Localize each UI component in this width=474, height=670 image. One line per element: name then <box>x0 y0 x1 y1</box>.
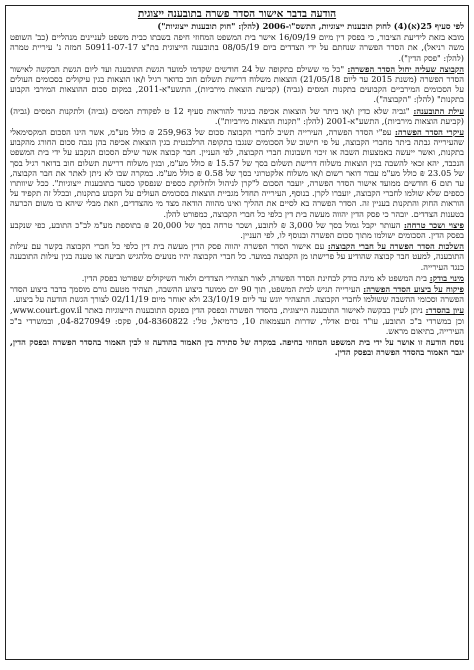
section-inspection-body: ניתן לעיין בבקשה לאישור התובענה הייצוגית, בהסדר הפשרה ובפסק הדין בפנקס התובענות הייצוגיות באתר www.court.gov.il, וכן במשרדי ב"כ התובע, עו"ד נסים אדלר, שדרות העצמאות 10, כרמיאל, טל': 04-8360822, פקס: 04-8270949, ובמשרדי ב"כ העירייה, בתיאום מראש. <box>10 305 464 336</box>
section-effect <box>10 241 464 272</box>
section-class <box>10 64 464 105</box>
section-supervision-body: העירייה תגיש לבית המשפט, תוך 90 יום ממועד ביצוע ההשבה, תצהיר מטעם גורם מוסמך בדבר ביצוע הסדר הפשרה וסכומי ההשבה ששולמו לחברי הקבוצה. התצהיר יוגש עד ליום 23/10/19 ולא יאוחר מיום 02/11/19 לצורך הגשת הודעה על ביצוע. <box>10 284 464 305</box>
section-cause-heading: עילת התובענה: <box>413 105 465 116</box>
section-fees-body: העותר יקבל גמול בסך של 3,000 ₪ לתובע, ושכר טרחה בסך של 20,000 ₪ בתוספת מע"מ לב"כ התובע, כפי שנקבע בפסק הדין. הסכומים ישולמו מתוך סכום הפשרה ובנוסף לו, לפי העניין. <box>10 219 464 241</box>
section-effect-heading: השלכות הסדר הפשרה על חברי הקבוצה: <box>327 241 465 252</box>
section-inspection-heading: עיון בהסדר: <box>425 305 465 316</box>
section-examiner <box>10 273 464 283</box>
section-supervision <box>10 284 464 304</box>
notice-title: הודעה בדבר אישור הסדר פשרה בתובענה ייצוגית <box>137 8 337 20</box>
section-fees <box>10 220 464 240</box>
section-settlement-heading: עיקרי הסדר הפשרה: <box>394 127 464 138</box>
section-examiner-heading: מינוי בודק: <box>429 272 464 283</box>
section-inspection <box>10 305 464 336</box>
section-supervision-heading: פיקוח על ביצוע הסדר הפשרה: <box>363 284 464 295</box>
intro-law-line: לפי סעיף 25(א)(4) לחוק תובענות ייצוגיות, התשס"ו-2006 (להלן: "חוק תובענות ייצוגיות") <box>157 21 464 31</box>
section-effect-body: עם אישור הסדר הפשרה יהווה פסק הדין מעשה בית דין כלפי כל חברי הקבוצה בקשר עם עילות התובענה, למעט חבר קבוצה שהודיע על פרישתו מן הקבוצה במועד. כל חברי הקבוצה יהיו מנועים מלהגיש תביעה או טענה בגין עילות התובענה כנגד העירייה. <box>10 241 464 272</box>
closing-statement: נוסח הודעה זו אושר על ידי בית המשפט המחוזי בחיפה. במקרה של סתירה בין האמור בהודעה זו לבין האמור בהסדר הפשרה ובפסק הדין, יגבר האמור בהסדר הפשרה ובפסק הדין. <box>10 337 464 358</box>
section-settlement-body: עפ"י הסדר הפשרה, העירייה תשיב לחברי הקבוצה סכום של 259,963 ₪ כולל מע"מ, אשר הינו הסכום המקסימאלי שהעירייה גבתה ביתר מחברי הקבוצה, על פי חישוב של הסכומים שנגבו בתקופה הרלבנטית בגין הוצאות אכיפה בהן נגבה סכום החורג מהקבוע בתקנות, ואשר ייעשה באמצעות השבה או זיכוי חשבונות חברי הקבוצה, לפי העניין. חבר קבוצה אשר שילם הסכום הנקבע על ידי בית המשפט הנכבד, יהא זכאי להשבה בגין הוצאות משלוח דרישת תשלום בסך של 15.57 ₪ כולל מע"מ, ובגין משלוח דרישת תשלום חוב בדואר רגיל בסך של 23.05 ₪ כולל מע"מ עבור דואר רשום ו/או משלוח אלקטרוני בסך של 0.58 ₪ כולל מע"מ. במקרה שבו לא ניתן לאתר את חבר הקבוצה, עד תום 6 חודשים ממועד אישור הסדר הפשרה, יועבר הסכום ל"קרן לניהול ולחלוקת כספים שנפסקו כסעד בתובענות ייצוגיות". ככל שיוותרו כספים שלא שולמו לחברי הקבוצה, יועברו לקרן. בנוסף, העירייה תחדל מגביית הוצאות בסכומים העולים על הקבוע בתקנות, ובכלל זה תקפיד על הוראות החוק והתקנות בעניין זה. הסדר הפשרה בא לסיים את ההליך ואינו מהווה הודאה מצד מי מהצדדים, וזאת מבלי שיהא בו משום הכרעה בטענות הצדדים. יובהר כי פסק הדין יהווה מעשה בית דין כלפי כל חברי הקבוצה, כמפורט להלן. <box>10 127 465 219</box>
section-class-heading: הקבוצה שעליה יחול הסדר הפשרה: <box>347 63 464 74</box>
section-cause <box>10 106 464 126</box>
section-cause-body: "גביה שלא כדין ו/או ביתר של הוצאות אכיפה בניגוד להוראות סעיף 12 ט לפקודת המסים (גביה) ולתקנות המסים (גביה) (קביעת הוצאות מירביות), התשע"א-2001 (להלן: "תקנות הוצאות מירביות"). <box>10 105 464 126</box>
section-class-body: "כל מי ששילם בתקופה של 24 חודשים שקדמו למועד הגשת התובענה ועד ליום הגשת הבקשה לאישור הסדר הפשרה (משנת 2015 עד ליום 21/05/18) הוצאות משלוח דרישת תשלום חוב בדואר רגיל ו/או הוצאות בגין עיקולים בסכומים העולים על הסכומים המירביים הקבועים בתקנות המסים (גביה) (קביעת הוצאות מירביות), התשע"א-2011, במקום סכום ההוצאות המירבי הקבוע בתקנות" (להלן: "הקבוצה"). <box>10 63 465 105</box>
court-notice <box>5 5 469 660</box>
section-fees-heading: פיצוי ושכר טרחה: <box>403 219 464 230</box>
section-examiner-body: בית המשפט לא מינה בודק לבחינת הסדר הפשרה, לאור תצהירי הצדדים ולאור השיקולים שפורטו בפסק הדין. <box>81 272 427 283</box>
section-settlement <box>10 127 464 219</box>
intro-paragraph: מובא בזאת לידיעת הציבור, כי בפסק דין מיום 16/09/19 אישר בית המשפט המחוזי חיפה בשבתו כבית משפט לעניינים מנהליים (כב' השופט משה רניאל), את הסדר הפשרה שנחתם על ידי הצדדים ביום 08/05/19 בתובענה הייצוגית בת"צ 50911-07-17 חמזה נ' עיריית טמרה (להלן: "פסק הדין"). <box>10 32 464 63</box>
